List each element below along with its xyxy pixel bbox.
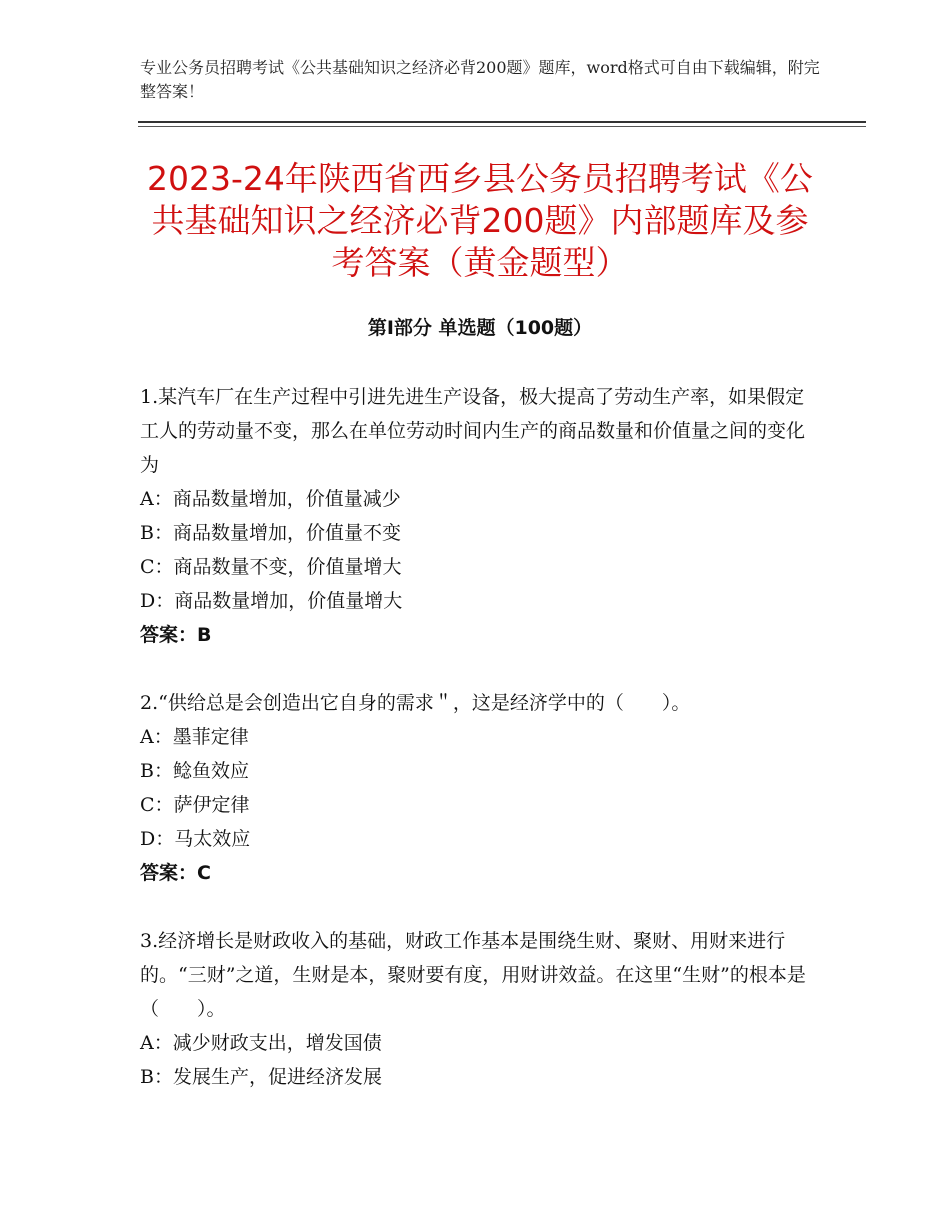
option-d: D：马太效应 [140,828,251,850]
option-a: A：墨菲定律 [140,726,249,748]
option-c: C：商品数量不变，价值量增大 [140,556,402,578]
option-a: A：减少财政支出，增发国债 [140,1032,382,1054]
header-divider-thick [138,121,866,123]
question-text: 3.经济增长是财政收入的基础，财政工作基本是围绕生财、聚财、用财来进行的。“三财”之道，生财是本，聚财要有度，用财讲效益。在这里“生财”的根本是（ ）。 [140,930,806,1020]
question-1 [140,380,820,652]
question-text: 2.“供给总是会创造出它自身的需求＂，这是经济学中的（ ）。 [140,692,691,714]
option-c: C：萨伊定律 [140,794,250,816]
question-list [140,380,820,1128]
question-text: 1.某汽车厂在生产过程中引进先进生产设备，极大提高了劳动生产率，如果假定工人的劳动量不变，那么在单位劳动时间内生产的商品数量和价值量之间的变化为 [140,386,806,476]
question-2 [140,686,820,890]
option-a: A：商品数量增加，价值量减少 [140,488,401,510]
option-b: B：商品数量增加，价值量不变 [140,522,401,544]
option-b: B：鲶鱼效应 [140,760,249,782]
option-d: D：商品数量增加，价值量增大 [140,590,403,612]
answer-text: 答案：C [140,862,211,884]
document-title: 2023-24年陕西省西乡县公务员招聘考试《公共基础知识之经济必背200题》内部题库及参考答案（黄金题型） [147,159,813,282]
header-divider-thin [138,126,866,127]
answer-text: 答案：B [140,624,212,646]
question-3 [140,924,820,1094]
option-b: B：发展生产，促进经济发展 [140,1066,382,1088]
section-title: 第Ⅰ部分 单选题（100题） [367,317,593,339]
header-note: 专业公务员招聘考试《公共基础知识之经济必背200题》题库，word格式可自由下载编辑，附完整答案！ [140,58,820,101]
